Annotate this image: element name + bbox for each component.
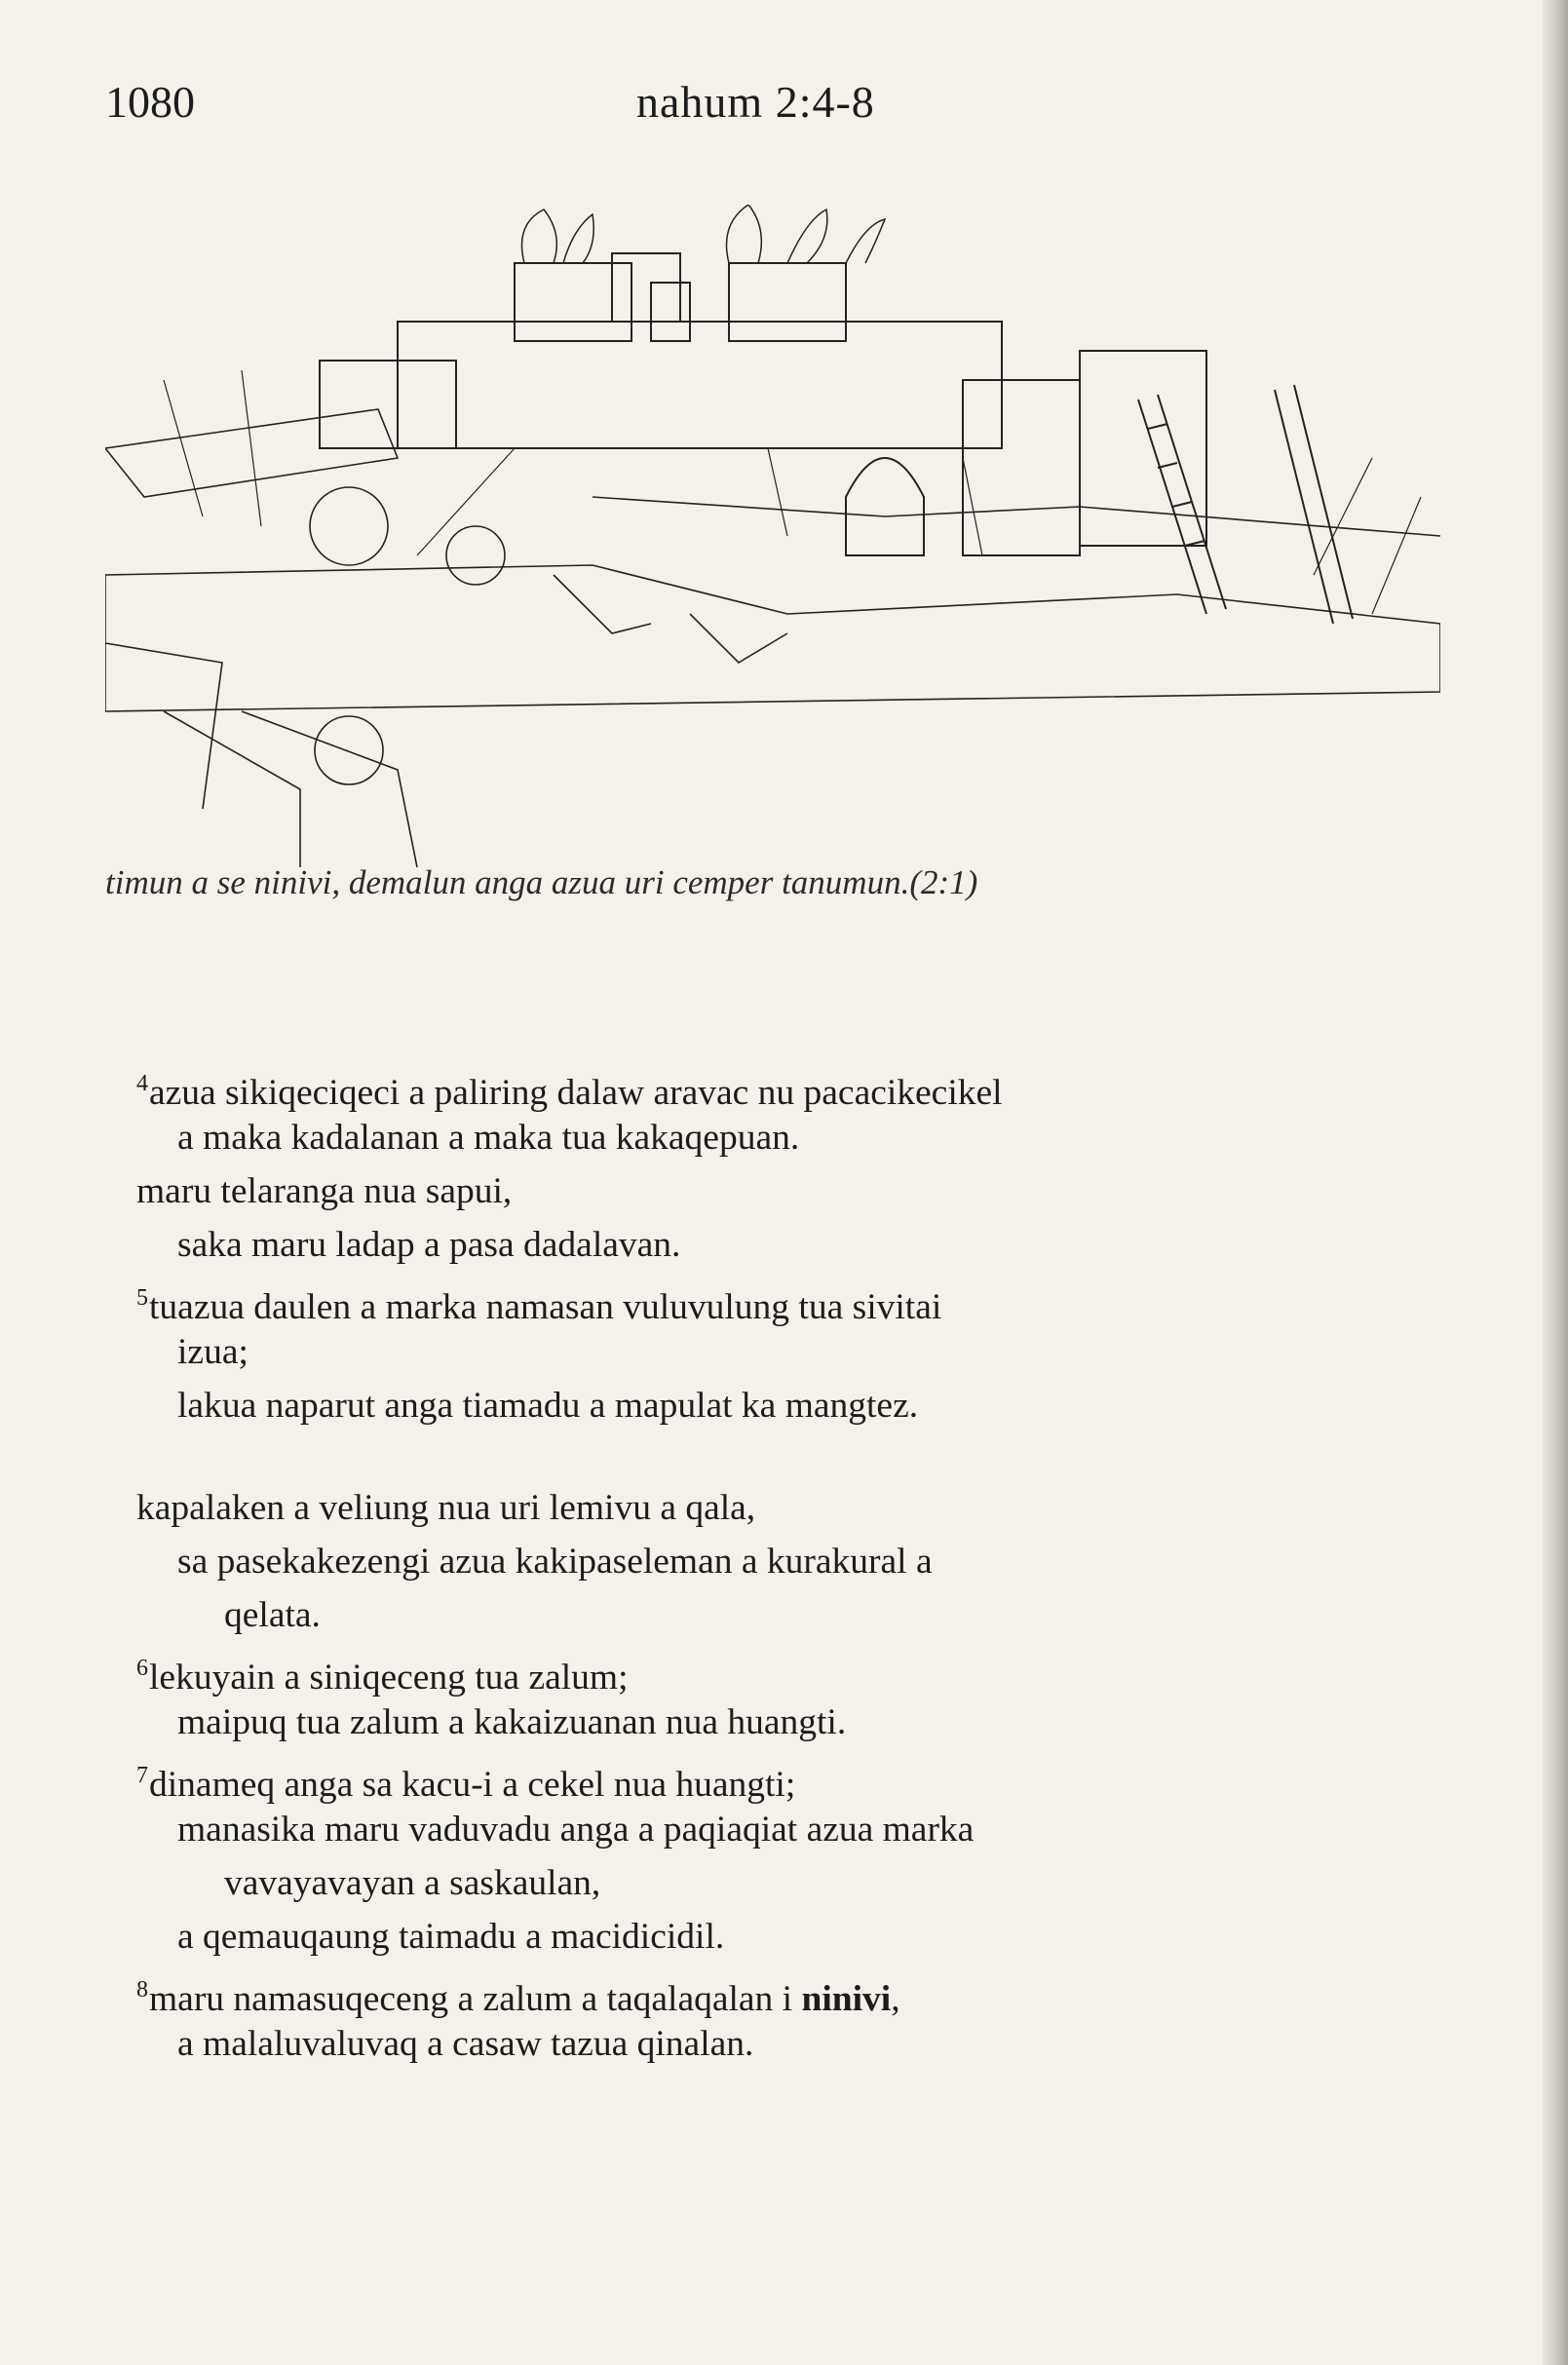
verse-line-text: vavayavayan a saskaulan,: [224, 1863, 601, 1903]
verse-line-text: azua sikiqeciqeci a paliring dalaw aravac nu pacacikecikel: [149, 1073, 1003, 1113]
verse-line: [136, 2017, 1442, 2071]
emphasized-word: ninivi: [801, 1979, 892, 2019]
page-number: 1080: [105, 77, 195, 127]
city-wall: [320, 253, 1206, 555]
verse-line: [136, 1803, 1442, 1856]
verse-line-text: a malaluvaluvaq a casaw tazua qinalan.: [177, 2024, 754, 2064]
verse-line-text: izua;: [177, 1332, 249, 1372]
illustration-caption: timun a se ninivi, demalun anga azua uri cemper tanumun.(2:1): [105, 863, 978, 901]
verse-line-text: a qemauqaung taimadu a macidicidil.: [177, 1917, 725, 1957]
verse-punctuation: ,: [891, 1979, 900, 2019]
verse-number: 8: [136, 1977, 148, 2003]
verse-line-text: maru telaranga nua sapui,: [136, 1171, 513, 1211]
verse-line-text: tuazua daulen a marka namasan vuluvulung tua sivitai: [149, 1287, 942, 1327]
verse-line-text: sa pasekakezengi azua kakipaseleman a kurakural a: [177, 1542, 933, 1582]
verse-line: [136, 1057, 1442, 1111]
verse-line: [136, 1642, 1442, 1696]
verse-line: [136, 1856, 1442, 1910]
siege-ladders: [1138, 385, 1353, 624]
book-gutter: [1543, 0, 1568, 2365]
verse-line: [136, 1111, 1442, 1164]
verse-number: 7: [136, 1763, 148, 1788]
verse-line: [136, 1964, 1442, 2017]
stanza-gap: [136, 1432, 1442, 1481]
page-header: [105, 76, 1450, 134]
spears: [164, 370, 1421, 614]
verse-text: [136, 1057, 1442, 2071]
army-crowd: [105, 409, 1440, 867]
verse-line: [136, 1164, 1442, 1218]
verse-line-text: qelata.: [224, 1595, 321, 1635]
verse-line: [136, 1588, 1442, 1642]
verse-number: 6: [136, 1656, 148, 1681]
verse-line-text: a maka kadalanan a maka tua kakaqepuan.: [177, 1118, 800, 1158]
verse-line-text: kapalaken a veliung nua uri lemivu a qala,: [136, 1488, 756, 1528]
verse-line: [136, 1910, 1442, 1964]
verse-number: 4: [136, 1071, 148, 1096]
verse-line: [136, 1272, 1442, 1325]
verse-line-text: manasika maru vaduvadu anga a paqiaqiat azua marka: [177, 1810, 975, 1850]
verse-line: [136, 1749, 1442, 1803]
verse-line-text: lakua naparut anga tiamadu a mapulat ka mangtez.: [177, 1386, 919, 1426]
verse-line: [136, 1325, 1442, 1379]
verse-line: [136, 1535, 1442, 1588]
verse-line: [136, 1481, 1442, 1535]
verse-line-text: dinameq anga sa kacu-i a cekel nua huangti;: [149, 1765, 796, 1805]
verse-line-text: lekuyain a siniqeceng tua zalum;: [149, 1658, 629, 1697]
running-head: nahum 2:4-8: [636, 77, 875, 127]
verse-line: [136, 1696, 1442, 1749]
verse-line-text: maru namasuqeceng a zalum a taqalaqalan i: [149, 1979, 802, 2019]
verse-line-text: saka maru ladap a pasa dadalavan.: [177, 1225, 681, 1265]
verse-line: [136, 1218, 1442, 1272]
verse-number: 5: [136, 1285, 148, 1311]
smoke-plumes: [522, 205, 886, 263]
verse-line: [136, 1379, 1442, 1432]
siege-of-nineveh-illustration: [105, 205, 1440, 867]
verse-line-text: maipuq tua zalum a kakaizuanan nua huangti.: [177, 1702, 847, 1742]
